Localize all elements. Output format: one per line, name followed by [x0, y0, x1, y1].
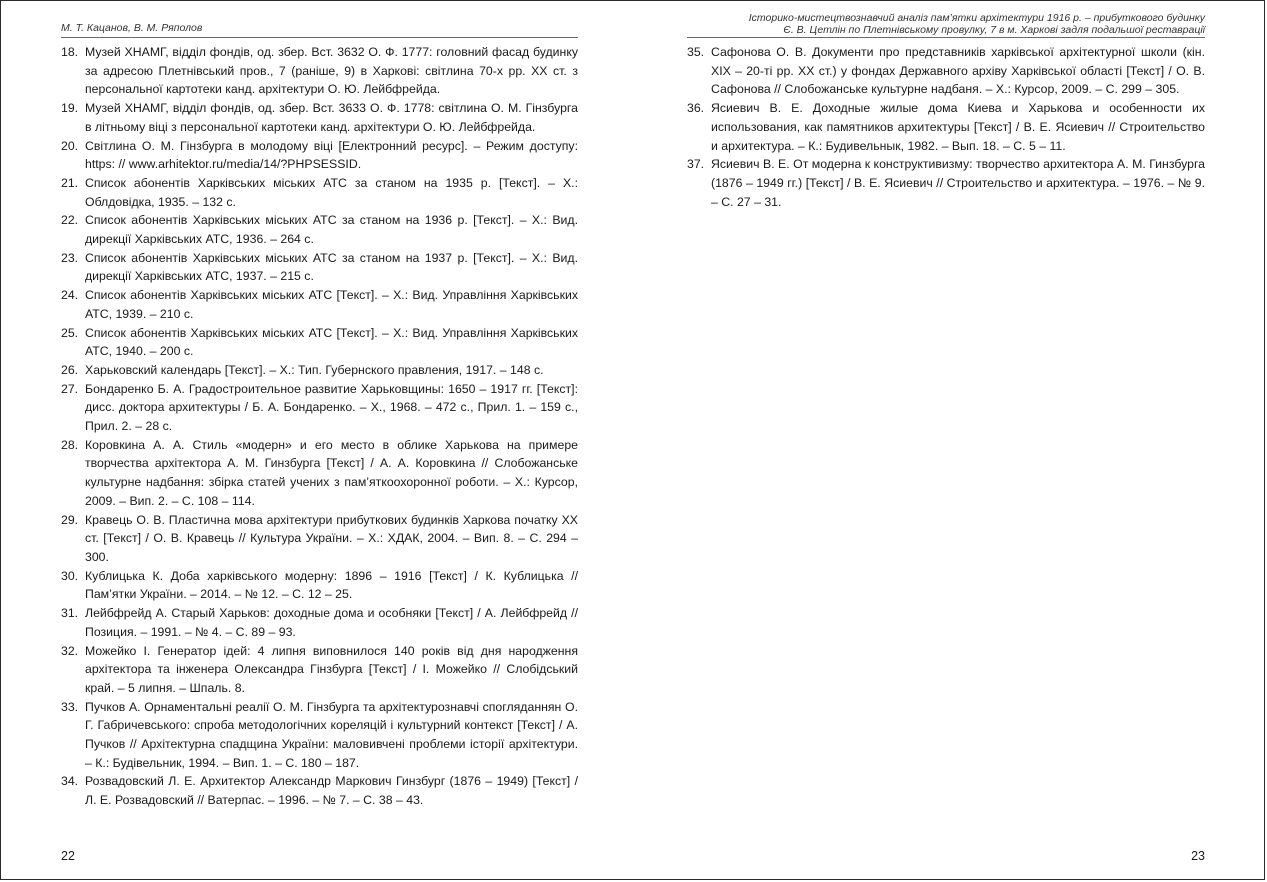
- reference-item: [61, 567, 578, 604]
- reference-number: 36.: [687, 101, 705, 116]
- reference-number: 37.: [687, 157, 705, 172]
- reference-text: Харьковский календарь [Текст]. – Х.: Тип. Губернского правления, 1917. – 148 с.: [85, 362, 544, 377]
- reference-text: Ясиевич В. Е. Доходные жилые дома Киева и Харькова и особенности их использования, как памятников архитектуры [Текст] / В. Е. Ясиевич // Строительство и архитектура. – К.: Будивельнык, 1982. – Вып. 18. – С. 5 – 11.: [711, 101, 1205, 153]
- reference-number: 30.: [61, 568, 79, 583]
- reference-text: Список абонентів Харківських міських АТС за станом на 1936 р. [Текст]. – Х.: Вид. дирекції Харківських АТС, 1936. – 264 с.: [85, 213, 578, 247]
- reference-item: [687, 43, 1205, 99]
- reference-number: 24.: [61, 288, 79, 303]
- reference-item: [61, 436, 578, 511]
- reference-number: 19.: [61, 101, 79, 116]
- reference-text: Музей ХНАМГ, відділ фондів, од. збер. Вст. 3633 О. Ф. 1778: світлина О. М. Гінзбурга в літньому віці з персональної картотеки канд. архітектури О. Ю. Лейбфрейда.: [85, 101, 578, 134]
- reference-text: Список абонентів Харківських міських АТС за станом на 1935 р. [Текст]. – Х.: Облдовідка, 1935. – 132 с.: [85, 175, 578, 209]
- reference-text: Бондаренко Б. А. Градостроительное развитие Харьковщины: 1650 – 1917 гг. [Текст]: дисс. доктора архитектуры / Б. А. Бондаренко. – Х., 1968. – 472 с., Прил. 1. – 159 с., Прил. 2. – 28 с.: [85, 381, 578, 434]
- reference-text: Ясиевич В. Е. От модерна к конструктивизму: творчество архитектора А. М. Гинзбурга (1876 – 1949 гг.) [Текст] / В. Е. Ясиевич // Строительство и архитектура. – 1976. – № 9. – С. 27 – 31.: [711, 157, 1205, 209]
- reference-item: [687, 155, 1205, 211]
- reference-number: 22.: [61, 213, 79, 228]
- reference-number: 21.: [61, 175, 79, 190]
- reference-item: [61, 511, 578, 567]
- reference-number: 20.: [61, 138, 79, 153]
- reference-text: Список абонентів Харківських міських АТС [Текст]. – Х.: Вид. Управління Харківських АТС, 1940. – 200 с.: [85, 325, 578, 359]
- reference-item: [61, 174, 578, 211]
- reference-text: Сафонова О. В. Документи про представників харківської архітектурної школи (кін. ХІХ – 20-ті рр. ХХ ст.) у фондах Державного архіву Харківської області [Текст] / О. В. Сафонова // Слобожанське культурне надбаня. – Х.: Курсор, 2009. – С. 299 – 305.: [711, 45, 1205, 97]
- reference-text: Пучков А. Орнаментальні реалії О. М. Гінзбурга та архітектурознавчі спогляданнян О. Г. Габричевського: спроба методологічних кореляцій і культурний контекст [Текст] / А. Пучков // Архітектурна спадщина України: маловивчені проблеми історії архітектури. – К.: Будівельник, 1994. – Вип. 1. – С. 180 – 187.: [85, 699, 578, 770]
- reference-number: 34.: [61, 774, 79, 789]
- reference-number: 28.: [61, 437, 79, 452]
- reference-number: 26.: [61, 362, 79, 377]
- right-running-head: [687, 12, 1205, 36]
- page-number-right: 23: [1191, 849, 1205, 863]
- reference-text: Список абонентів Харківських міських АТС [Текст]. – Х.: Вид. Управління Харківських АТС, 1939. – 210 с.: [85, 288, 578, 321]
- header-rule: [61, 37, 578, 38]
- reference-item: [61, 380, 578, 436]
- reference-text: Світлина О. М. Гінзбурга в молодому віці [Електронний ресурс]. – Режим доступу: https: // www.arhitektor.ru/media/14/?PHPSESSID.: [85, 138, 578, 172]
- reference-item: [61, 698, 578, 773]
- reference-list-left: [61, 43, 578, 810]
- reference-text: Кравець О. В. Пластична мова архітектури прибуткових будинків Харкова початку ХХ ст. [Текст] / О. В. Кравець // Культура України. – Х.: ХДАК, 2004. – Вип. 8. – С. 294 – 300.: [85, 512, 578, 564]
- reference-text: Кублицька К. Доба харківського модерну: 1896 – 1916 [Текст] / К. Кублицька // Пам’ятки України. – 2014. – № 12. – С. 12 – 25.: [85, 568, 578, 602]
- reference-text: Коровкина А. А. Стиль «модерн» и его место в облике Харькова на примере творчества архітектора А. М. Гинзбурга [Текст] / А. А. Коровкина // Слобожанське культурне надбання: збірка статей учених з пам’яткоохоронної роботи. – Х.: Курсор, 2009. – Вип. 2. – С. 108 – 114.: [85, 437, 578, 508]
- left-page: [61, 1, 578, 881]
- reference-number: 35.: [687, 45, 705, 59]
- page-number-left: 22: [61, 849, 75, 863]
- reference-number: 32.: [61, 643, 79, 658]
- reference-item: [61, 211, 578, 248]
- reference-item: [61, 43, 578, 99]
- reference-number: 33.: [61, 699, 79, 714]
- reference-list-right: [687, 43, 1205, 211]
- reference-text: Можейко І. Генератор ідей: 4 липня виповнилося 140 років від дня народження архітектора та інженера Олександра Гінзбурга [Текст] / І. Можейко // Слобідський край. – 5 липня. – Шпаль. 8.: [85, 643, 578, 695]
- reference-item: [61, 324, 578, 361]
- reference-item: [61, 137, 578, 174]
- reference-item: [687, 99, 1205, 155]
- running-head-line-1: Історико-мистецтвознавчий аналіз пам’ятки архітектури 1916 р. – прибуткового будинку: [748, 12, 1205, 24]
- reference-number: 23.: [61, 250, 79, 265]
- reference-number: 18.: [61, 45, 79, 59]
- left-running-head: М. Т. Кацанов, В. М. Ряполов: [61, 22, 203, 34]
- running-head-line-2: Є. В. Цетлін по Плетнівському провулку, 7 в м. Харкові задля подальшої реставрації: [783, 24, 1205, 36]
- reference-item: [61, 361, 578, 380]
- reference-item: [61, 772, 578, 809]
- reference-text: Розвадовский Л. Е. Архитектор Александр Маркович Гинзбург (1876 – 1949) [Текст] / Л. Е. Розвадовский // Ватерпас. – 1996. – № 7. – С. 38 – 43.: [85, 774, 578, 808]
- reference-number: 27.: [61, 381, 79, 396]
- reference-text: Музей ХНАМГ, відділ фондів, од. збер. Вст. 3632 О. Ф. 1777: головний фасад будинку за адресою Плетнівський пров., 7 (раніше, 9) в Харкові: світлина 70-х рр. ХХ ст. з персональної картотеки канд. архітектури О. Ю. Лейбфрейда.: [85, 45, 578, 97]
- reference-number: 29.: [61, 512, 79, 527]
- header-rule: [687, 37, 1205, 38]
- right-page: [687, 1, 1205, 881]
- reference-item: [61, 642, 578, 698]
- reference-number: 31.: [61, 606, 79, 621]
- reference-number: 25.: [61, 325, 79, 340]
- reference-item: [61, 286, 578, 323]
- reference-text: Лейбфрейд А. Старый Харьков: доходные дома и особняки [Текст] / А. Лейбфрейд // Позиция. – 1991. – № 4. – С. 89 – 93.: [85, 606, 578, 639]
- reference-text: Список абонентів Харківських міських АТС за станом на 1937 р. [Текст]. – Х.: Вид. дирекції Харківських АТС, 1937. – 215 с.: [85, 250, 578, 284]
- reference-item: [61, 249, 578, 286]
- reference-item: [61, 604, 578, 641]
- reference-item: [61, 99, 578, 136]
